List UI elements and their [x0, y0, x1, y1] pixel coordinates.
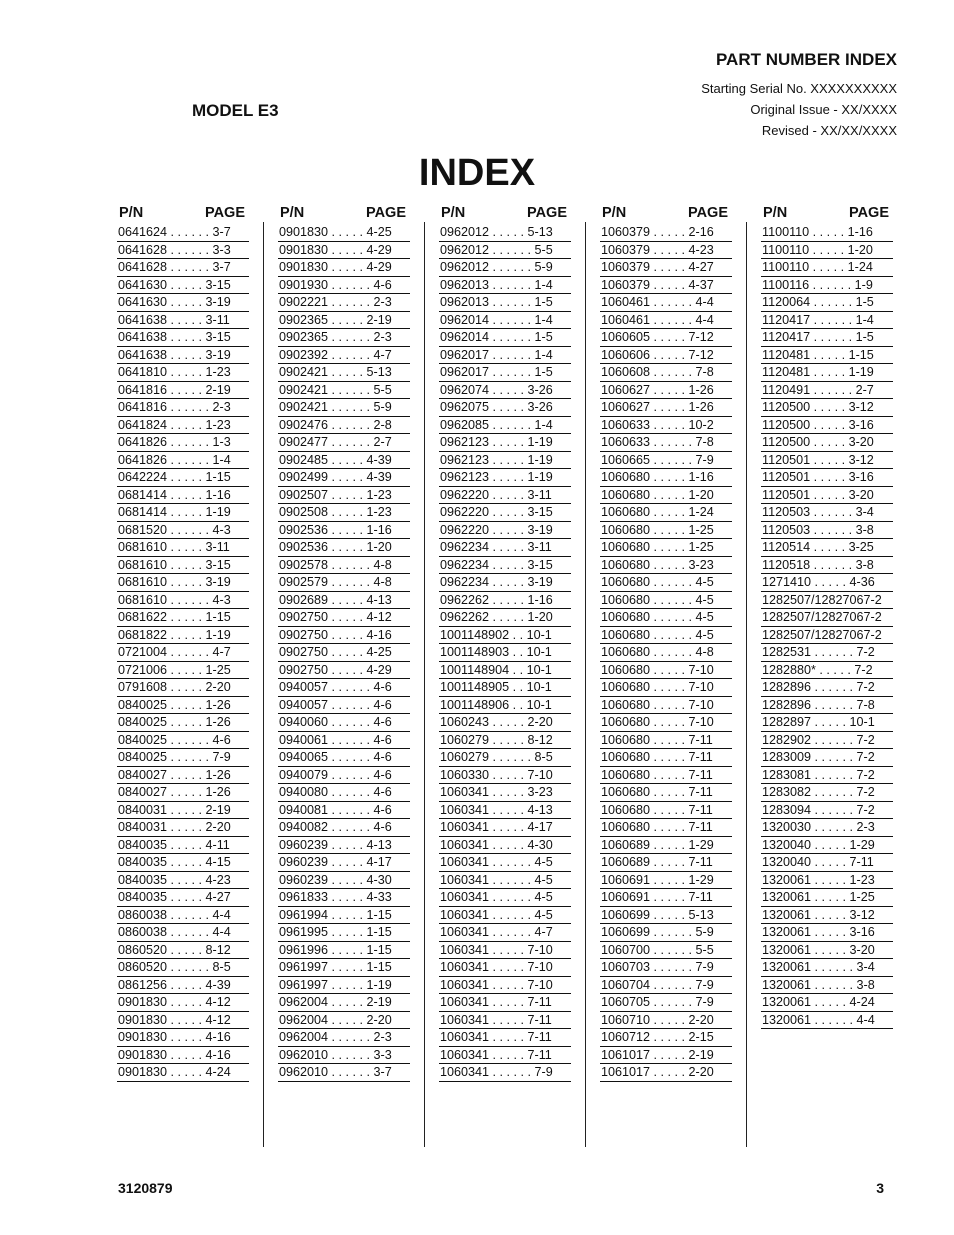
index-entry: 0962262 . . . . . 1-20	[439, 609, 571, 627]
index-entry: 1120417 . . . . . . 1-4	[761, 312, 893, 330]
index-entry: 0940082 . . . . . . 4-6	[278, 819, 410, 837]
index-entry: 1100110 . . . . . 1-20	[761, 242, 893, 260]
index-entry: 0961833 . . . . . 4-33	[278, 889, 410, 907]
index-entry: 0902750 . . . . . 4-12	[278, 609, 410, 627]
index-title: INDEX	[418, 152, 536, 194]
index-entry: 1060680 . . . . . 7-11	[600, 819, 732, 837]
index-entry: 1060341 . . . . . 7-10	[439, 977, 571, 995]
index-entry: 1060680 . . . . . 1-16	[600, 469, 732, 487]
index-entry: 0962010 . . . . . . 3-3	[278, 1047, 410, 1065]
index-entry: 1060341 . . . . . . 4-7	[439, 924, 571, 942]
index-entry: 1282897 . . . . . 10-1	[761, 714, 893, 732]
index-entry: 0962123 . . . . . 1-19	[439, 469, 571, 487]
index-entry: 1060379 . . . . . 4-27	[600, 259, 732, 277]
column-header	[439, 204, 571, 224]
index-entry: 0642224 . . . . . 1-15	[117, 469, 249, 487]
index-entry: 1100110 . . . . . 1-24	[761, 259, 893, 277]
index-entry: 1060680 . . . . . 7-10	[600, 697, 732, 715]
index-entry: 1060705 . . . . . . 7-9	[600, 994, 732, 1012]
index-entry: 1320061 . . . . . . 4-4	[761, 1012, 893, 1030]
index-entry: 0901830 . . . . . 4-16	[117, 1029, 249, 1047]
column-divider	[263, 222, 264, 1147]
index-entry: 0961997 . . . . . 1-19	[278, 977, 410, 995]
index-entry: 0901830 . . . . . 4-29	[278, 242, 410, 260]
pn-header: P/N	[119, 205, 144, 221]
index-entry: 0962010 . . . . . . 3-7	[278, 1064, 410, 1082]
page-number: 3	[876, 1180, 884, 1196]
index-entry: 1060279 . . . . . 8-12	[439, 732, 571, 750]
index-entry: 1120481 . . . . . 1-15	[761, 347, 893, 365]
page-header: PAGE	[365, 205, 406, 221]
index-entry: 0901830 . . . . . 4-24	[117, 1064, 249, 1082]
index-entry: 1283081 . . . . . . 7-2	[761, 767, 893, 785]
index-entry: 0641638 . . . . . 3-15	[117, 329, 249, 347]
column-header	[278, 204, 410, 224]
index-entry: 0840035 . . . . . 4-23	[117, 872, 249, 890]
index-entry: 1060689 . . . . . 7-11	[600, 854, 732, 872]
index-entry: 0681414 . . . . . 1-19	[117, 504, 249, 522]
index-entry: 0902689 . . . . . 4-13	[278, 592, 410, 610]
index-entry: 1320061 . . . . . 3-12	[761, 907, 893, 925]
index-entry: 0940057 . . . . . . 4-6	[278, 697, 410, 715]
index-entry: 0902579 . . . . . . 4-8	[278, 574, 410, 592]
index-entry: 1060704 . . . . . . 7-9	[600, 977, 732, 995]
index-entry: 0641624 . . . . . . 3-7	[117, 224, 249, 242]
index-entry: 0902508 . . . . . 1-23	[278, 504, 410, 522]
index-entry: 1320061 . . . . . . 3-8	[761, 977, 893, 995]
index-entry: 0961995 . . . . . 1-15	[278, 924, 410, 942]
index-entry: 1060680 . . . . . 7-11	[600, 749, 732, 767]
index-column	[439, 204, 571, 1082]
column-divider	[424, 222, 425, 1147]
index-entry: 1060680 . . . . . . 4-5	[600, 574, 732, 592]
index-entry: 1282507/12827067-2	[761, 609, 893, 627]
index-entry: 1060712 . . . . . 2-15	[600, 1029, 732, 1047]
index-entry: 0960239 . . . . . 4-13	[278, 837, 410, 855]
index-entry: 1060461 . . . . . . 4-4	[600, 294, 732, 312]
index-entry: 0840031 . . . . . 2-19	[117, 802, 249, 820]
index-entry: 1060699 . . . . . . 5-9	[600, 924, 732, 942]
index-entry: 1060341 . . . . . . 4-5	[439, 907, 571, 925]
index-entry: 1060680 . . . . . 7-11	[600, 732, 732, 750]
index-entry: 0902750 . . . . . 4-29	[278, 662, 410, 680]
index-entry: 1060341 . . . . . 7-11	[439, 1047, 571, 1065]
index-entry: 0962220 . . . . . 3-19	[439, 522, 571, 540]
index-entry: 1060341 . . . . . 7-10	[439, 959, 571, 977]
pn-header: P/N	[763, 205, 788, 221]
index-entry: 0641628 . . . . . . 3-7	[117, 259, 249, 277]
index-entry: 1001148903 . . 10-1	[439, 644, 571, 662]
index-entry: 1060341 . . . . . 3-23	[439, 784, 571, 802]
index-entry: 1001148906 . . 10-1	[439, 697, 571, 715]
index-entry: 0902365 . . . . . 2-19	[278, 312, 410, 330]
index-entry: 0962234 . . . . . 3-11	[439, 539, 571, 557]
index-entry: 1060680 . . . . . 1-24	[600, 504, 732, 522]
index-entry: 1120501 . . . . . 3-12	[761, 452, 893, 470]
index-entry: 0962012 . . . . . . 5-5	[439, 242, 571, 260]
index-entry: 1120064 . . . . . . 1-5	[761, 294, 893, 312]
index-entry: 1120500 . . . . . 3-16	[761, 417, 893, 435]
index-entry: 0860038 . . . . . . 4-4	[117, 924, 249, 942]
index-entry: 0940060 . . . . . . 4-6	[278, 714, 410, 732]
index-entry: 0641826 . . . . . . 1-3	[117, 434, 249, 452]
index-entry: 0681610 . . . . . 3-11	[117, 539, 249, 557]
index-entry: 0681610 . . . . . . 4-3	[117, 592, 249, 610]
index-entry: 0840025 . . . . . . 4-6	[117, 732, 249, 750]
index-entry: 0840035 . . . . . 4-15	[117, 854, 249, 872]
index-entry: 1120500 . . . . . 3-20	[761, 434, 893, 452]
index-entry: 1320030 . . . . . . 2-3	[761, 819, 893, 837]
index-entry: 0962014 . . . . . . 1-4	[439, 312, 571, 330]
index-entry: 1060680 . . . . . 7-11	[600, 767, 732, 785]
index-entry: 1060680 . . . . . 7-11	[600, 802, 732, 820]
index-entry: 0901830 . . . . . 4-25	[278, 224, 410, 242]
index-entry: 1060279 . . . . . . 8-5	[439, 749, 571, 767]
index-entry: 0641638 . . . . . 3-11	[117, 312, 249, 330]
index-entry: 1060379 . . . . . 2-16	[600, 224, 732, 242]
pn-header: P/N	[280, 205, 305, 221]
document-number: 3120879	[118, 1180, 173, 1196]
page-header: PAGE	[204, 205, 245, 221]
index-entry: 0840025 . . . . . . 7-9	[117, 749, 249, 767]
index-entry: 0940065 . . . . . . 4-6	[278, 749, 410, 767]
index-entry: 0960239 . . . . . 4-17	[278, 854, 410, 872]
header-title: PART NUMBER INDEX	[715, 50, 897, 69]
index-entry: 0940061 . . . . . . 4-6	[278, 732, 410, 750]
index-entry: 0960239 . . . . . 4-30	[278, 872, 410, 890]
page-header: PAGE	[526, 205, 567, 221]
index-entry: 1060341 . . . . . . 7-9	[439, 1064, 571, 1082]
page-header	[701, 50, 897, 141]
index-entry: 1282531 . . . . . . 7-2	[761, 644, 893, 662]
column-divider	[746, 222, 747, 1147]
column-header	[600, 204, 732, 224]
index-entry: 1060341 . . . . . 7-11	[439, 1029, 571, 1047]
index-entry: 1060608 . . . . . . 7-8	[600, 364, 732, 382]
index-entry: 1060341 . . . . . 4-17	[439, 819, 571, 837]
index-entry: 0962123 . . . . . 1-19	[439, 452, 571, 470]
index-entry: 0962074 . . . . . 3-26	[439, 382, 571, 400]
index-entry: 0901930 . . . . . . 4-6	[278, 277, 410, 295]
index-entry: 0721006 . . . . . 1-25	[117, 662, 249, 680]
index-entry: 0840035 . . . . . 4-27	[117, 889, 249, 907]
column-header	[117, 204, 249, 224]
index-entry: 0901830 . . . . . 4-12	[117, 1012, 249, 1030]
index-entry: 0961994 . . . . . 1-15	[278, 907, 410, 925]
index-entry: 1282507/12827067-2	[761, 592, 893, 610]
index-entry: 0902750 . . . . . 4-25	[278, 644, 410, 662]
index-entry: 0902578 . . . . . . 4-8	[278, 557, 410, 575]
pn-header: P/N	[441, 205, 466, 221]
index-entry: 1001148904 . . 10-1	[439, 662, 571, 680]
index-entry: 0902499 . . . . . 4-39	[278, 469, 410, 487]
index-entry: 0902536 . . . . . 1-16	[278, 522, 410, 540]
index-entry: 0940079 . . . . . . 4-6	[278, 767, 410, 785]
index-entry: 0641630 . . . . . 3-15	[117, 277, 249, 295]
index-entry: 0860520 . . . . . 8-12	[117, 942, 249, 960]
header-serial: Starting Serial No. XXXXXXXXXX	[701, 81, 897, 96]
index-entry: 1060680 . . . . . 3-23	[600, 557, 732, 575]
index-entry: 1282902 . . . . . . 7-2	[761, 732, 893, 750]
page-header: PAGE	[848, 205, 889, 221]
index-entry: 0840027 . . . . . 1-26	[117, 784, 249, 802]
index-entry: 1282880* . . . . . 7-2	[761, 662, 893, 680]
header-original-issue: Original Issue - XX/XXXX	[750, 102, 897, 117]
index-entry: 1060379 . . . . . 4-37	[600, 277, 732, 295]
index-entry: 0902421 . . . . . . 5-5	[278, 382, 410, 400]
index-entry: 0902221 . . . . . . 2-3	[278, 294, 410, 312]
index-entry: 1100110 . . . . . 1-16	[761, 224, 893, 242]
index-entry: 0902507 . . . . . 1-23	[278, 487, 410, 505]
index-entry: 1060680 . . . . . 1-25	[600, 522, 732, 540]
index-entry: 0962014 . . . . . . 1-5	[439, 329, 571, 347]
index-entry: 1060699 . . . . . 5-13	[600, 907, 732, 925]
index-entry: 1282507/12827067-2	[761, 627, 893, 645]
index-entry: 1120503 . . . . . . 3-8	[761, 522, 893, 540]
index-entry: 1060627 . . . . . 1-26	[600, 399, 732, 417]
index-entry: 1120501 . . . . . 3-16	[761, 469, 893, 487]
index-entry: 1060703 . . . . . . 7-9	[600, 959, 732, 977]
index-entry: 1060689 . . . . . 1-29	[600, 837, 732, 855]
index-entry: 0902536 . . . . . 1-20	[278, 539, 410, 557]
index-entry: 1320061 . . . . . . 3-4	[761, 959, 893, 977]
index-entry: 1060680 . . . . . . 4-5	[600, 609, 732, 627]
index-entry: 0840035 . . . . . 4-11	[117, 837, 249, 855]
index-entry: 1060330 . . . . . 7-10	[439, 767, 571, 785]
index-entry: 1060243 . . . . . 2-20	[439, 714, 571, 732]
index-entry: 1283082 . . . . . . 7-2	[761, 784, 893, 802]
index-column	[600, 204, 732, 1082]
index-entry: 0901830 . . . . . 4-12	[117, 994, 249, 1012]
index-entry: 1060680 . . . . . 1-25	[600, 539, 732, 557]
index-entry: 1060341 . . . . . 4-13	[439, 802, 571, 820]
index-column	[117, 204, 249, 1082]
index-entry: 1060341 . . . . . . 4-5	[439, 872, 571, 890]
index-entry: 0962220 . . . . . 3-11	[439, 487, 571, 505]
index-entry: 0902421 . . . . . 5-13	[278, 364, 410, 382]
index-entry: 1060461 . . . . . . 4-4	[600, 312, 732, 330]
index-entry: 0961997 . . . . . 1-15	[278, 959, 410, 977]
index-entry: 1060691 . . . . . 1-29	[600, 872, 732, 890]
index-entry: 1060606 . . . . . 7-12	[600, 347, 732, 365]
pn-header: P/N	[602, 205, 627, 221]
index-entry: 0681610 . . . . . 3-15	[117, 557, 249, 575]
index-entry: 0641824 . . . . . 1-23	[117, 417, 249, 435]
index-entry: 0962075 . . . . . 3-26	[439, 399, 571, 417]
index-entry: 0840025 . . . . . 1-26	[117, 697, 249, 715]
index-entry: 0681610 . . . . . 3-19	[117, 574, 249, 592]
index-entry: 1120481 . . . . . 1-19	[761, 364, 893, 382]
page-header: PAGE	[687, 205, 728, 221]
index-entry: 1320061 . . . . . 1-23	[761, 872, 893, 890]
index-entry: 1060341 . . . . . 4-30	[439, 837, 571, 855]
index-entry: 0860038 . . . . . . 4-4	[117, 907, 249, 925]
index-entry: 0940081 . . . . . . 4-6	[278, 802, 410, 820]
index-entry: 0681520 . . . . . . 4-3	[117, 522, 249, 540]
index-column	[278, 204, 410, 1082]
index-entry: 0962123 . . . . . 1-19	[439, 434, 571, 452]
index-entry: 1120501 . . . . . 3-20	[761, 487, 893, 505]
index-entry: 1283009 . . . . . . 7-2	[761, 749, 893, 767]
index-entry: 0962012 . . . . . 5-13	[439, 224, 571, 242]
index-entry: 1271410 . . . . . 4-36	[761, 574, 893, 592]
index-entry: 1120491 . . . . . . 2-7	[761, 382, 893, 400]
index-entry: 0901830 . . . . . 4-16	[117, 1047, 249, 1065]
index-entry: 1283094 . . . . . . 7-2	[761, 802, 893, 820]
index-entry: 0641638 . . . . . 3-19	[117, 347, 249, 365]
column-divider	[585, 222, 586, 1147]
index-entry: 0901830 . . . . . 4-29	[278, 259, 410, 277]
index-entry: 0962085 . . . . . . 1-4	[439, 417, 571, 435]
index-entry: 1060680 . . . . . . 4-5	[600, 627, 732, 645]
index-entry: 1120514 . . . . . 3-25	[761, 539, 893, 557]
index-entry: 0902477 . . . . . . 2-7	[278, 434, 410, 452]
index-entry: 0840027 . . . . . 1-26	[117, 767, 249, 785]
index-entry: 0840031 . . . . . 2-20	[117, 819, 249, 837]
index-entry: 0962004 . . . . . 2-20	[278, 1012, 410, 1030]
index-entry: 0721004 . . . . . . 4-7	[117, 644, 249, 662]
index-entry: 0962012 . . . . . . 5-9	[439, 259, 571, 277]
index-entry: 1060680 . . . . . . 4-5	[600, 592, 732, 610]
index-entry: 0962013 . . . . . . 1-5	[439, 294, 571, 312]
index-entry: 0641816 . . . . . . 2-3	[117, 399, 249, 417]
column-header	[761, 204, 893, 224]
index-entry: 0902485 . . . . . 4-39	[278, 452, 410, 470]
index-entry: 1060700 . . . . . . 5-5	[600, 942, 732, 960]
index-entry: 1320061 . . . . . 3-16	[761, 924, 893, 942]
index-entry: 0840025 . . . . . 1-26	[117, 714, 249, 732]
index-entry: 0902421 . . . . . . 5-9	[278, 399, 410, 417]
index-entry: 1060680 . . . . . 7-11	[600, 784, 732, 802]
index-entry: 1001148905 . . 10-1	[439, 679, 571, 697]
index-entry: 1320061 . . . . . 4-24	[761, 994, 893, 1012]
index-entry: 1120503 . . . . . . 3-4	[761, 504, 893, 522]
index-entry: 0861256 . . . . . 4-39	[117, 977, 249, 995]
index-entry: 1060341 . . . . . . 4-5	[439, 854, 571, 872]
index-entry: 1060379 . . . . . 4-23	[600, 242, 732, 260]
index-entry: 0902365 . . . . . . 2-3	[278, 329, 410, 347]
index-entry: 1060341 . . . . . 7-11	[439, 994, 571, 1012]
index-entry: 1100116 . . . . . . 1-9	[761, 277, 893, 295]
index-entry: 1282896 . . . . . . 7-8	[761, 697, 893, 715]
index-entry: 0962220 . . . . . 3-15	[439, 504, 571, 522]
model-label: MODEL E3	[192, 101, 279, 120]
index-entry: 0791608 . . . . . 2-20	[117, 679, 249, 697]
index-entry: 1060633 . . . . . 10-2	[600, 417, 732, 435]
index-entry: 1282896 . . . . . . 7-2	[761, 679, 893, 697]
index-entry: 1060680 . . . . . 7-10	[600, 714, 732, 732]
index-entry: 1060627 . . . . . 1-26	[600, 382, 732, 400]
header-revised: Revised - XX/XX/XXXX	[761, 123, 897, 138]
index-entry: 0962004 . . . . . . 2-3	[278, 1029, 410, 1047]
index-entry: 1320040 . . . . . 7-11	[761, 854, 893, 872]
index-entry: 0902750 . . . . . 4-16	[278, 627, 410, 645]
index-entry: 1060680 . . . . . . 4-8	[600, 644, 732, 662]
index-entry: 0641816 . . . . . 2-19	[117, 382, 249, 400]
index-entry: 0641630 . . . . . 3-19	[117, 294, 249, 312]
index-entry: 1320061 . . . . . 3-20	[761, 942, 893, 960]
index-entry: 1060605 . . . . . 7-12	[600, 329, 732, 347]
index-entry: 0902392 . . . . . . 4-7	[278, 347, 410, 365]
index-entry: 0962234 . . . . . 3-15	[439, 557, 571, 575]
index-entry: 1120417 . . . . . . 1-5	[761, 329, 893, 347]
index-entry: 0681622 . . . . . 1-15	[117, 609, 249, 627]
index-entry: 0962017 . . . . . . 1-4	[439, 347, 571, 365]
index-entry: 0940080 . . . . . . 4-6	[278, 784, 410, 802]
index-entry: 0681414 . . . . . 1-16	[117, 487, 249, 505]
index-entry: 0962004 . . . . . 2-19	[278, 994, 410, 1012]
index-entry: 1060633 . . . . . . 7-8	[600, 434, 732, 452]
index-entry: 0641628 . . . . . . 3-3	[117, 242, 249, 260]
index-entry: 1060341 . . . . . 7-10	[439, 942, 571, 960]
index-entry: 0681822 . . . . . 1-19	[117, 627, 249, 645]
index-entry: 0902476 . . . . . . 2-8	[278, 417, 410, 435]
index-entry: 1060341 . . . . . . 4-5	[439, 889, 571, 907]
index-column	[761, 204, 893, 1029]
index-entry: 0962234 . . . . . 3-19	[439, 574, 571, 592]
index-entry: 0962017 . . . . . . 1-5	[439, 364, 571, 382]
index-entry: 0641810 . . . . . 1-23	[117, 364, 249, 382]
index-entry: 1060341 . . . . . 7-11	[439, 1012, 571, 1030]
index-entry: 1120518 . . . . . . 3-8	[761, 557, 893, 575]
index-entry: 0940057 . . . . . . 4-6	[278, 679, 410, 697]
index-entry: 0962013 . . . . . . 1-4	[439, 277, 571, 295]
index-entry: 1001148902 . . 10-1	[439, 627, 571, 645]
index-entry: 1061017 . . . . . 2-19	[600, 1047, 732, 1065]
index-entry: 0860520 . . . . . . 8-5	[117, 959, 249, 977]
index-entry: 0961996 . . . . . 1-15	[278, 942, 410, 960]
index-entry: 1060665 . . . . . . 7-9	[600, 452, 732, 470]
index-entry: 0641826 . . . . . . 1-4	[117, 452, 249, 470]
index-entry: 1061017 . . . . . 2-20	[600, 1064, 732, 1082]
index-entry: 1320061 . . . . . 1-25	[761, 889, 893, 907]
index-entry: 1060710 . . . . . 2-20	[600, 1012, 732, 1030]
index-entry: 1320040 . . . . . 1-29	[761, 837, 893, 855]
index-entry: 0962262 . . . . . 1-16	[439, 592, 571, 610]
index-entry: 1060680 . . . . . 7-10	[600, 662, 732, 680]
index-entry: 1060680 . . . . . 7-10	[600, 679, 732, 697]
index-entry: 1060680 . . . . . 1-20	[600, 487, 732, 505]
index-entry: 1060691 . . . . . 7-11	[600, 889, 732, 907]
index-entry: 1120500 . . . . . 3-12	[761, 399, 893, 417]
